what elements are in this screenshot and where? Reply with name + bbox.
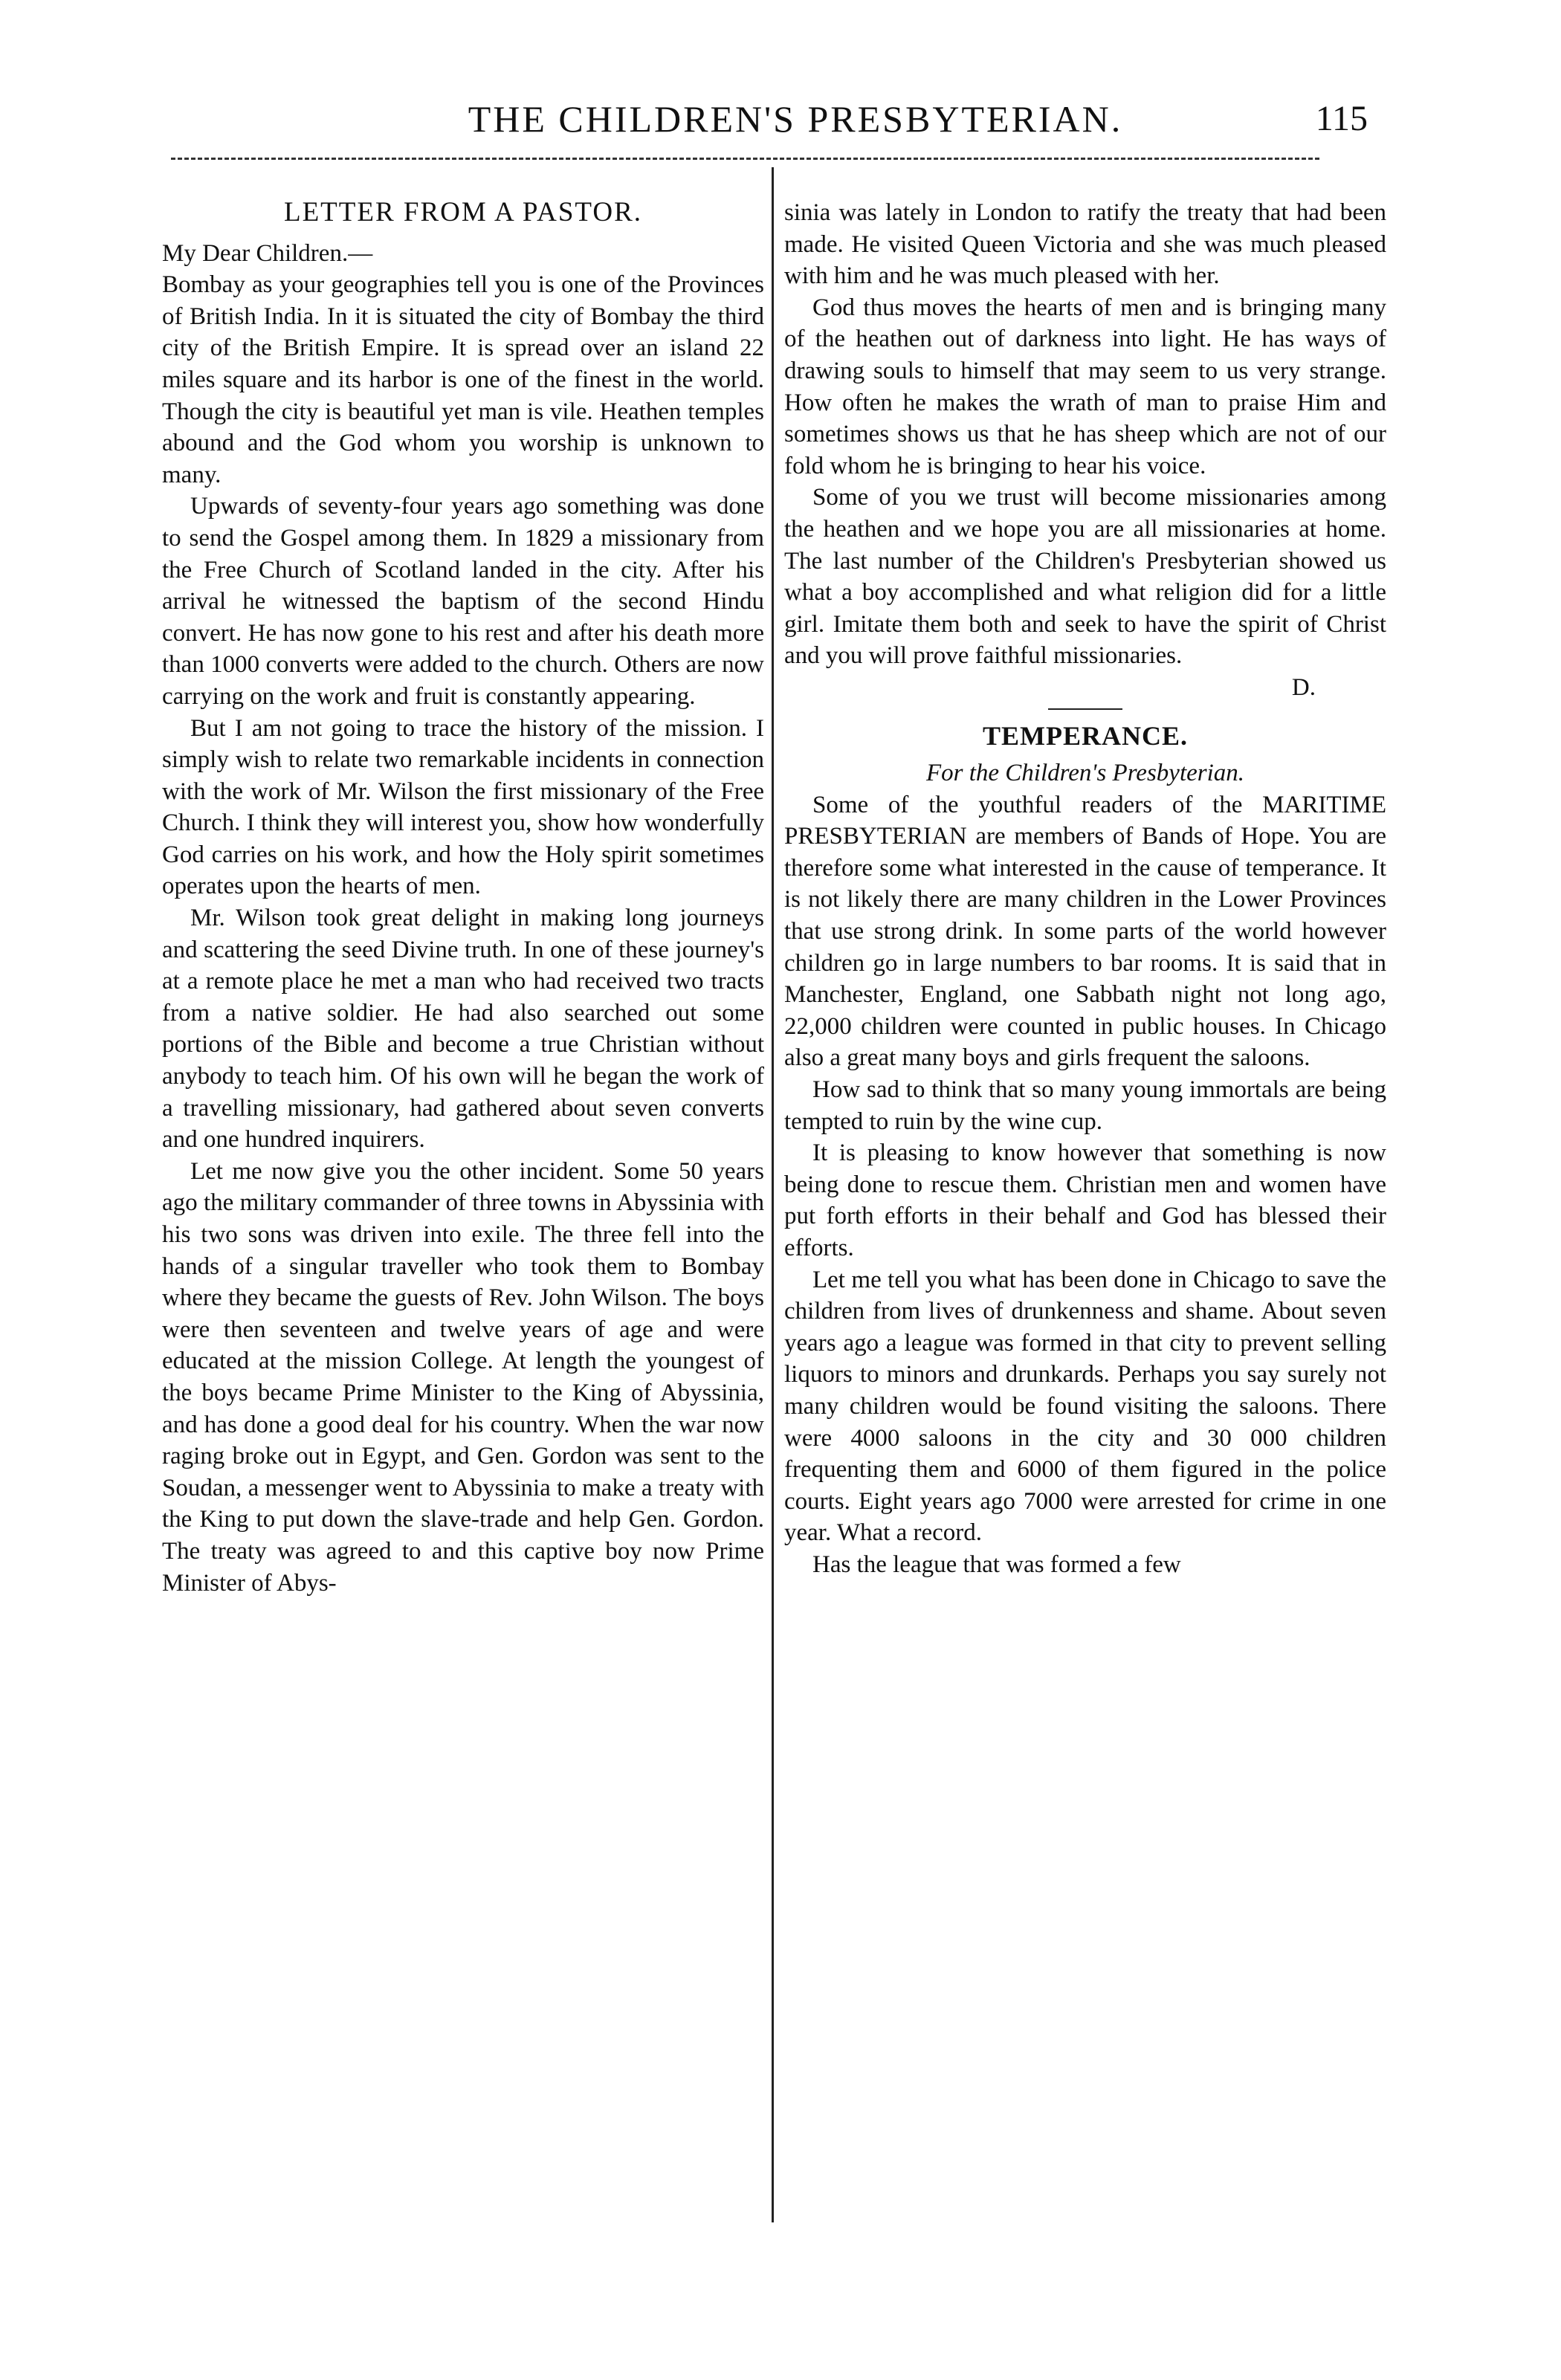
temperance-byline: For the Children's Presbyterian.: [925, 760, 1245, 787]
letter-paragraph: Mr. Wilson took great delight in making long journeys and scattering the seed Divine truth. In one of these journey's at a remote place he met a man who had received two tracts from a native soldier. He had also searched out some portions of the Bible and become a true Christian without anybody to teach him. Of his own will he began the work of a travelling missionary, had gathered about seven converts and one hundred inquirers.: [162, 905, 764, 1154]
letter-paragraph: God thus moves the hearts of men and is bringing many of the heathen out of darkness into light. He has ways of drawing souls to himself that may seem to us very strange. How often he makes the wrath of man to praise Him and sometimes shows us that he has sheep which are not of our fold whom he is bringing to hear his voice.: [784, 294, 1386, 479]
letter-heading: LETTER FROM A PASTOR.: [283, 197, 642, 227]
temperance-paragraph: Let me tell you what has been done in Chicago to save the children from lives of drunkenness and shame. About seven years ago a league was formed in that city to prevent selling liquors to minors and drunkards. Perhaps you say surely not many children would be found visiting the saloons. There were 4000 saloons in the city and 30 000 children frequenting them and 6000 of them figured in the police courts. Eight years ago 7000 were arrested for crime in one year. What a record.: [784, 1266, 1386, 1547]
letter-paragraph: Some of you we trust will become missionaries among the heathen and we hope you are all missionaries at home. The last number of the Children's Presbyterian showed us what a boy accomplished and what religion did for a little girl. Imitate them both and seek to have the spirit of Christ and you will prove faithful missionaries.: [784, 484, 1386, 670]
letter-salutation: My Dear Children.—: [162, 239, 373, 267]
temperance-paragraph: Some of the youthful readers of the MARITIME PRESBYTERIAN are members of Bands of Hope. You are therefore some what interested in the cause of temperance. It is not likely there are many children in the Lower Provinces that use strong drink. In some parts of the world however children go in large numbers to bar rooms. It is said that in Manchester, England, one Sabbath night not long ago, 22,000 children were counted in public houses. In Chicago also a great many boys and girls frequent the saloons.: [784, 791, 1386, 1072]
temperance-paragraph: Has the league that was formed a few: [812, 1550, 1181, 1578]
letter-paragraph: Let me now give you the other incident. Some 50 years ago the military commander of three towns in Abyssinia with his two sons was driven into exile. The three fell into the hands of a singular traveller who took them to Bombay where they became the guests of Rev. John Wilson. The boys were then seventeen and twelve years of age and were educated at the mission College. At length the youngest of the boys became Prime Minister to the King of Abyssinia, and has done a good deal for his country. When the war now raging broke out in Egypt, and Gen. Gordon was sent to the Soudan, a messenger went to Abyssinia to make a treaty with the King to put down the slave-trade and help Gen. Gordon. The treaty was agreed to and this captive boy now Prime Minister of Abys-: [162, 1157, 764, 1597]
running-title: THE CHILDREN'S PRESBYTERIAN.: [468, 98, 1123, 140]
left-column: [162, 197, 764, 1599]
page-number: 115: [1315, 99, 1368, 138]
letter-paragraph: Bombay as your geographies tell you is one of the Provinces of British India. In it is situated the city of Bombay the third city of the British Empire. It is spread over an island 22 miles square and its harbor is one of the finest in the world. Though the city is beautiful yet man is vile. Heathen temples abound and the God whom you worship is unknown to many.: [162, 271, 764, 488]
temperance-paragraph: How sad to think that so many young immortals are being tempted to ruin by the wine cup.: [784, 1076, 1386, 1135]
letter-paragraph: Upwards of seventy-four years ago something was done to send the Gospel among them. In 1829 a missionary from the Free Church of Scotland landed in the city. After his arrival he witnessed the baptism of the second Hindu convert. He has now gone to his rest and after his death more than 1000 converts were added to the church. Others are now carrying on the work and fruit is constantly appearing.: [162, 493, 764, 710]
letter-paragraph: But I am not going to trace the history of the mission. I simply wish to relate two remarkable incidents in connection with the work of Mr. Wilson the first missionary of the Free Church. I think they will interest you, show how wonderfully God carries on his work, and how the Holy spirit sometimes operates upon the hearts of men.: [162, 714, 764, 900]
column-divider: [772, 167, 774, 2222]
section-rule: [1048, 708, 1122, 710]
right-column: [784, 197, 1386, 1581]
header-rule: [171, 158, 1319, 160]
temperance-heading: TEMPERANCE.: [982, 720, 1188, 751]
letter-paragraph: sinia was lately in London to ratify the treaty that had been made. He visited Queen Victoria and she was much pleased with him and he was much pleased with her.: [784, 199, 1386, 290]
letter-signature: D.: [1291, 673, 1316, 701]
temperance-paragraph: It is pleasing to know however that something is now being done to rescue them. Christian men and women have put forth efforts in their behalf and God has blessed their efforts.: [784, 1139, 1386, 1261]
running-head: [0, 89, 1561, 149]
